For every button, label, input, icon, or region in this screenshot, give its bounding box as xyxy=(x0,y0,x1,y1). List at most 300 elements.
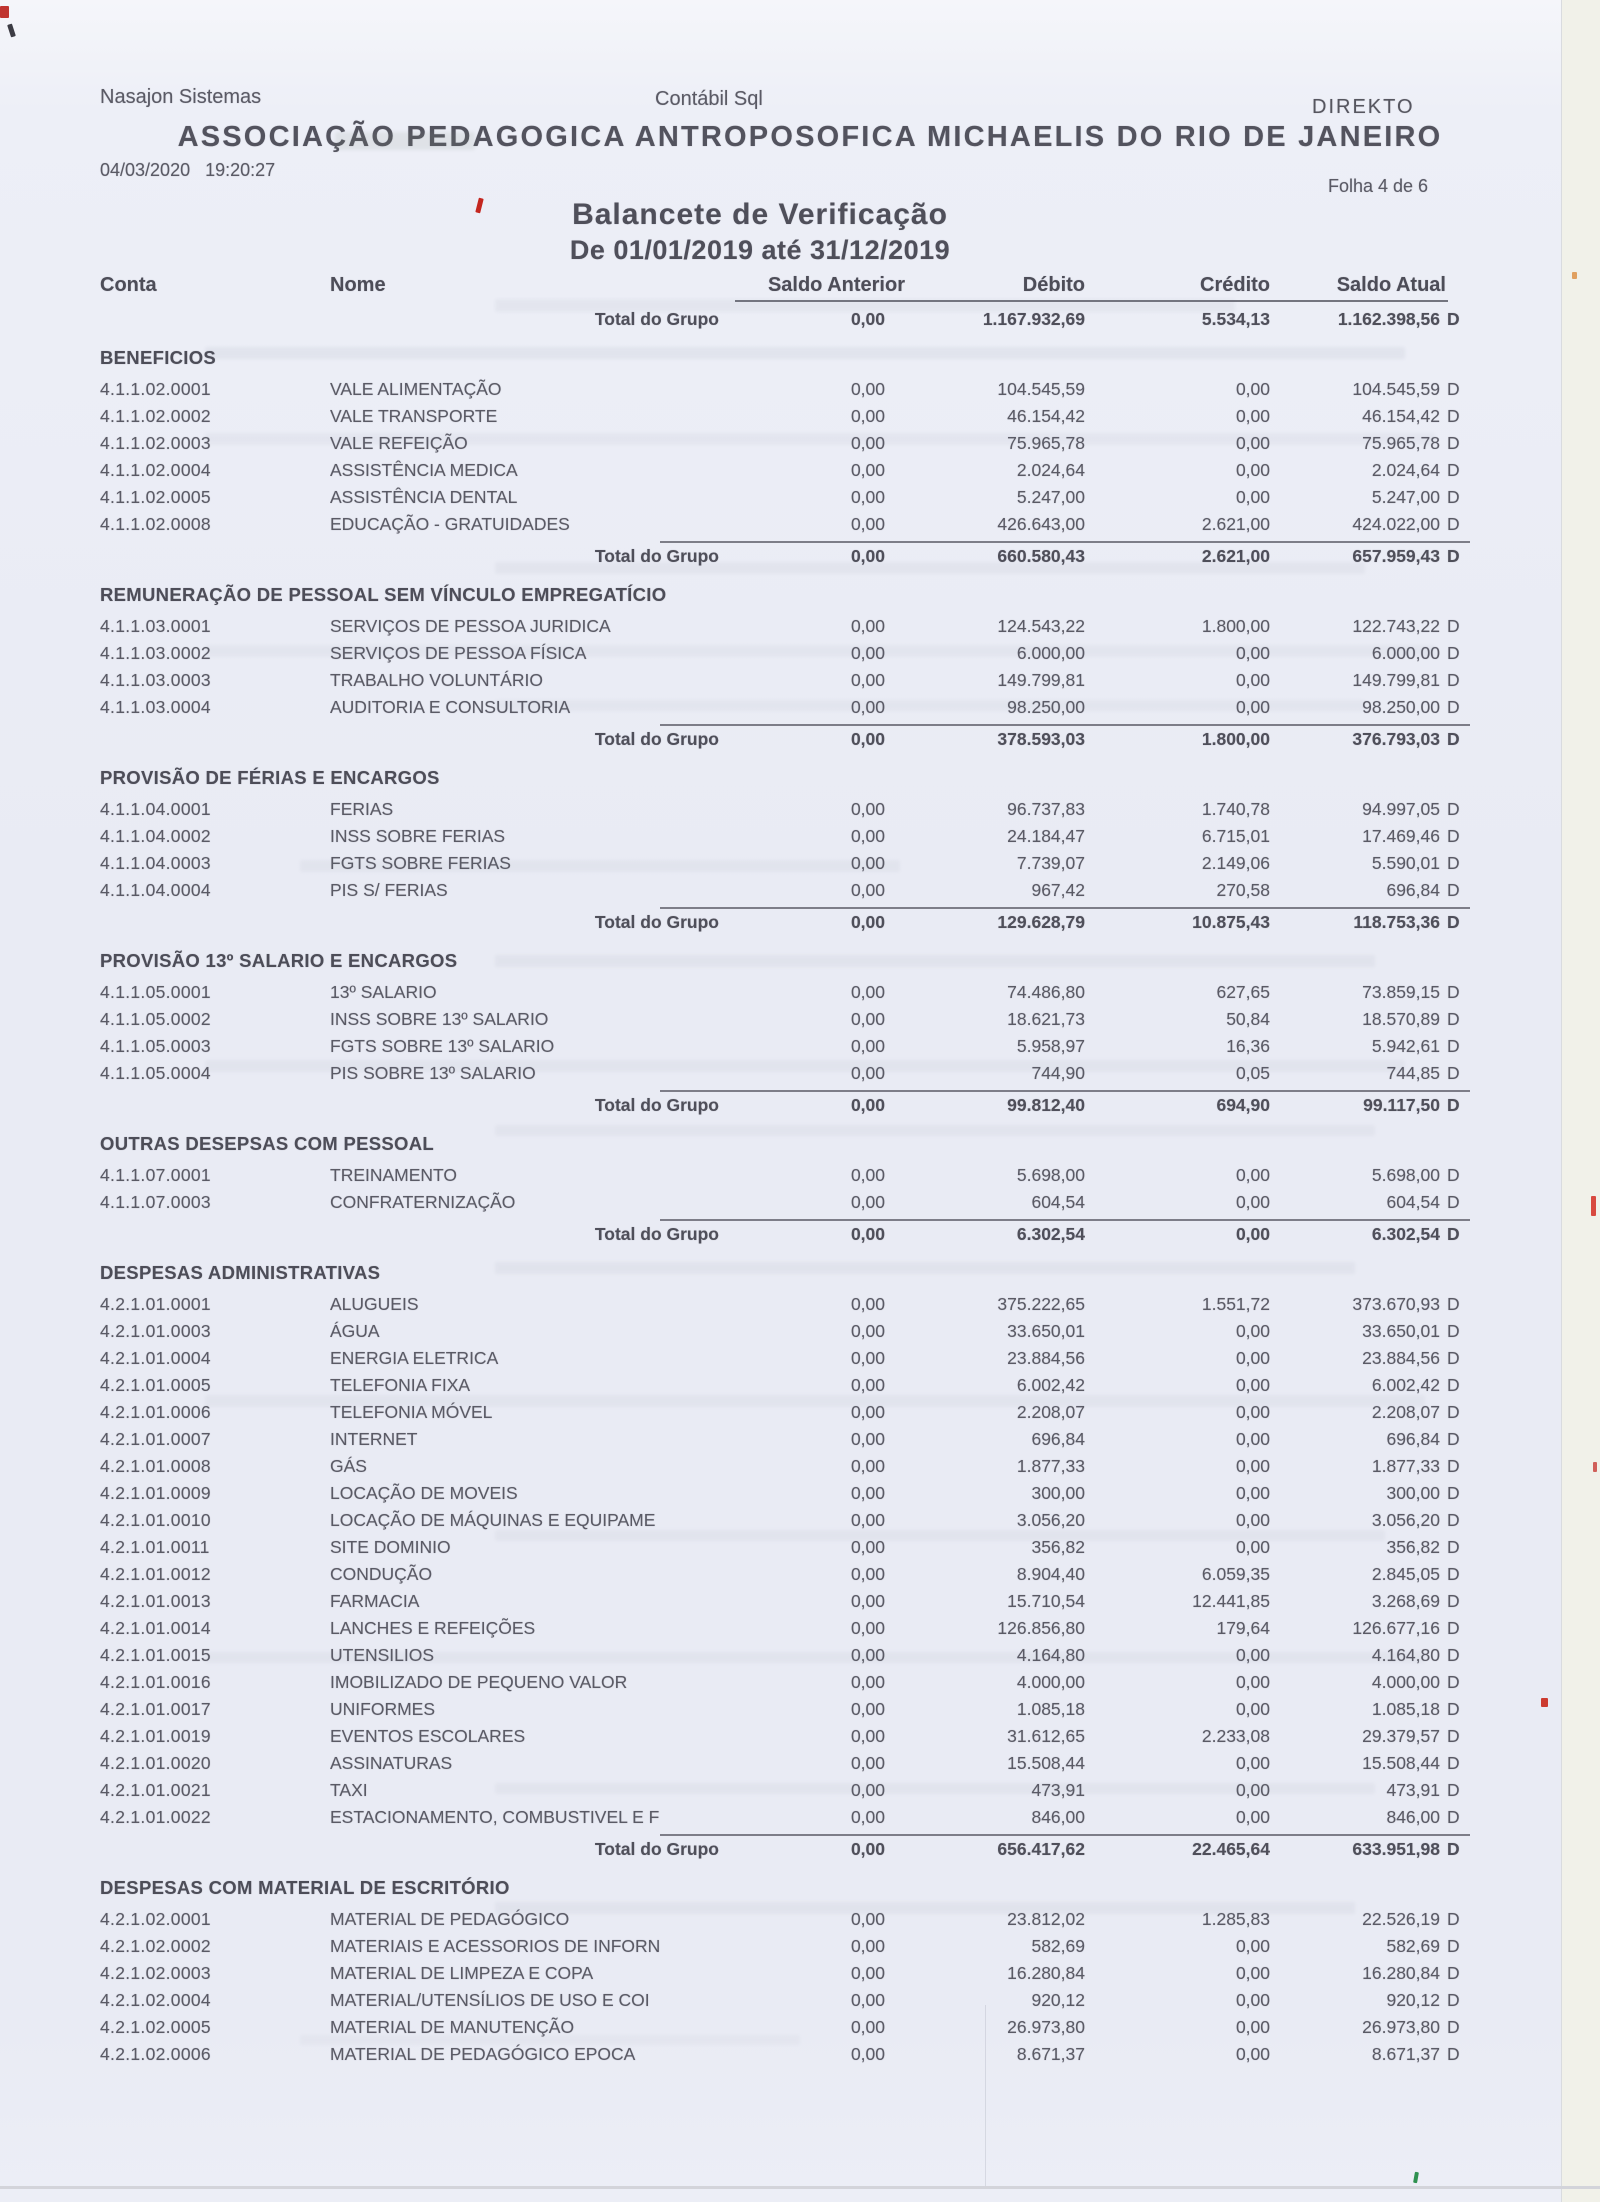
section-rows xyxy=(100,1906,1562,2068)
saldo-atual-value: 6.000,00 xyxy=(1371,643,1440,663)
saldo-atual-value: 18.570,89 xyxy=(1362,1009,1440,1029)
spacer-cell xyxy=(100,306,330,333)
report-meta-row xyxy=(100,158,1562,198)
account-name: TREINAMENTO xyxy=(330,1165,458,1185)
account-row xyxy=(100,1750,1562,1777)
debit-credit-indicator: D xyxy=(1447,982,1460,1002)
credito-value: 0,00 xyxy=(1235,697,1270,717)
account-row xyxy=(100,640,1562,667)
debito-value: 426.643,00 xyxy=(997,514,1085,534)
account-row xyxy=(100,1588,1562,1615)
saldo-atual-total: 99.117,50 xyxy=(1363,1095,1440,1115)
saldo-anterior-value: 0,00 xyxy=(850,379,885,399)
credito-value: 1.285,83 xyxy=(1201,1909,1270,1929)
debit-credit-indicator: D xyxy=(1447,1063,1460,1083)
credito-value: 2.149,06 xyxy=(1201,853,1270,873)
account-name: FGTS SOBRE 13º SALARIO xyxy=(330,1036,555,1056)
saldo-atual-value: 22.526,19 xyxy=(1362,1909,1440,1929)
section-heading: REMUNERAÇÃO DE PESSOAL SEM VÍNCULO EMPREGATÍCIO xyxy=(100,584,667,605)
saldo-atual-value: 33.650,01 xyxy=(1362,1321,1440,1341)
saldo-atual-value: 744,85 xyxy=(1386,1063,1440,1083)
section-heading: PROVISÃO 13º SALARIO E ENCARGOS xyxy=(100,950,458,971)
credito-value: 0,00 xyxy=(1235,406,1270,426)
column-header-saldo-atual: Saldo Atual xyxy=(1336,274,1446,296)
account-code: 4.1.1.02.0001 xyxy=(100,379,211,399)
account-row xyxy=(100,1615,1562,1642)
saldo-anterior-value: 0,00 xyxy=(850,1909,885,1929)
account-row xyxy=(100,823,1562,850)
saldo-anterior-value: 0,00 xyxy=(850,309,885,329)
report-period: De 01/01/2019 até 31/12/2019 xyxy=(569,235,951,265)
report-header-row xyxy=(100,86,1562,118)
account-code: 4.2.1.01.0004 xyxy=(100,1348,211,1368)
account-code: 4.1.1.02.0002 xyxy=(100,406,211,426)
group-total-block xyxy=(100,1090,1562,1119)
column-header-debito: Débito xyxy=(1022,274,1085,296)
group-total-row xyxy=(100,543,1562,570)
section-heading: BENEFICIOS xyxy=(100,347,217,368)
debito-value: 33.650,01 xyxy=(1007,1321,1085,1341)
saldo-anterior-value: 0,00 xyxy=(850,1375,885,1395)
account-code: 4.1.1.03.0002 xyxy=(100,643,211,663)
section-heading: OUTRAS DESEPSAS COM PESSOAL xyxy=(100,1133,434,1154)
debit-credit-indicator: D xyxy=(1447,1537,1460,1557)
group-total-block xyxy=(100,1834,1562,1863)
account-code: 4.2.1.01.0011 xyxy=(100,1537,210,1557)
total-rule xyxy=(660,724,1470,726)
debito-value: 24.184,47 xyxy=(1007,826,1085,846)
saldo-anterior-value: 0,00 xyxy=(850,1402,885,1422)
debit-credit-indicator: D xyxy=(1447,643,1460,663)
saldo-atual-value: 29.379,57 xyxy=(1362,1726,1440,1746)
debito-total: 660.580,43 xyxy=(997,546,1085,566)
group-total-block xyxy=(100,907,1562,936)
debito-value: 1.167.932,69 xyxy=(982,309,1085,329)
saldo-atual-value: 4.000,00 xyxy=(1371,1672,1440,1692)
credito-value: 0,00 xyxy=(1235,2044,1270,2064)
credito-value: 0,00 xyxy=(1235,1483,1270,1503)
saldo-atual-value: 5.942,61 xyxy=(1371,1036,1440,1056)
credito-value: 0,00 xyxy=(1235,1402,1270,1422)
debit-credit-indicator: D xyxy=(1447,1224,1460,1244)
account-name: UNIFORMES xyxy=(330,1699,435,1719)
debito-value: 4.164,80 xyxy=(1016,1645,1085,1665)
total-rule xyxy=(660,907,1470,909)
debit-credit-indicator: D xyxy=(1447,406,1460,426)
account-name: MATERIAL DE MANUTENÇÃO xyxy=(330,2017,575,2037)
green-tick-mark xyxy=(1413,2172,1419,2184)
column-header-credito: Crédito xyxy=(1200,274,1270,296)
saldo-anterior-total: 0,00 xyxy=(850,1839,885,1859)
account-row xyxy=(100,667,1562,694)
saldo-atual-value: 5.590,01 xyxy=(1371,853,1440,873)
saldo-anterior-value: 0,00 xyxy=(850,826,885,846)
total-rule xyxy=(660,541,1470,543)
account-name: MATERIAL DE PEDAGÓGICO xyxy=(330,1909,570,1929)
section-rows xyxy=(100,796,1562,904)
credito-value: 0,00 xyxy=(1235,1753,1270,1773)
account-row xyxy=(100,1426,1562,1453)
account-row xyxy=(100,2014,1562,2041)
account-code: 4.2.1.01.0017 xyxy=(100,1699,211,1719)
credito-value: 0,00 xyxy=(1235,1456,1270,1476)
account-row xyxy=(100,1804,1562,1831)
debito-value: 6.000,00 xyxy=(1016,643,1085,663)
group-total-block xyxy=(100,541,1562,570)
saldo-anterior-value: 0,00 xyxy=(850,1699,885,1719)
account-name: ASSISTÊNCIA DENTAL xyxy=(330,487,518,507)
column-header-conta: Conta xyxy=(100,274,157,296)
total-label: Total do Grupo xyxy=(594,1839,719,1859)
credito-value: 0,00 xyxy=(1235,1990,1270,2010)
debito-value: 920,12 xyxy=(1031,1990,1085,2010)
debit-credit-indicator: D xyxy=(1447,1429,1460,1449)
account-row xyxy=(100,1696,1562,1723)
debit-credit-indicator: D xyxy=(1447,1009,1460,1029)
debit-credit-indicator: D xyxy=(1447,1192,1460,1212)
debit-credit-indicator: D xyxy=(1447,799,1460,819)
account-row xyxy=(100,1480,1562,1507)
debit-credit-indicator: D xyxy=(1447,853,1460,873)
account-code: 4.1.1.03.0003 xyxy=(100,670,211,690)
account-group-section xyxy=(100,348,1562,570)
credito-value: 6.715,01 xyxy=(1201,826,1270,846)
group-total-block xyxy=(100,724,1562,753)
account-name: TRABALHO VOLUNTÁRIO xyxy=(330,670,543,690)
credito-value: 0,00 xyxy=(1235,2017,1270,2037)
account-row xyxy=(100,979,1562,1006)
credito-total: 1.800,00 xyxy=(1201,729,1270,749)
saldo-anterior-value: 0,00 xyxy=(850,1936,885,1956)
saldo-anterior-value: 0,00 xyxy=(850,697,885,717)
debit-credit-indicator: D xyxy=(1447,546,1460,566)
account-name: MATERIAL DE PEDAGÓGICO EPOCA xyxy=(330,2044,636,2064)
saldo-anterior-value: 0,00 xyxy=(850,1009,885,1029)
total-label: Total do Grupo xyxy=(594,729,719,749)
debit-credit-indicator: D xyxy=(1447,2044,1460,2064)
debit-credit-indicator: D xyxy=(1447,729,1460,749)
account-name: VALE REFEIÇÃO xyxy=(330,433,468,453)
debito-value: 5.247,00 xyxy=(1016,487,1085,507)
account-code: 4.2.1.01.0008 xyxy=(100,1456,211,1476)
account-code: 4.2.1.01.0006 xyxy=(100,1402,211,1422)
debito-total: 378.593,03 xyxy=(997,729,1085,749)
credito-value: 1.800,00 xyxy=(1201,616,1270,636)
account-name: PIS SOBRE 13º SALARIO xyxy=(330,1063,536,1083)
section-heading: DESPESAS ADMINISTRATIVAS xyxy=(100,1262,381,1283)
debito-value: 149.799,81 xyxy=(997,670,1085,690)
saldo-anterior-value: 0,00 xyxy=(850,1510,885,1530)
debito-value: 375.222,65 xyxy=(997,1294,1085,1314)
debito-value: 15.710,54 xyxy=(1007,1591,1085,1611)
debit-credit-indicator: D xyxy=(1447,1936,1460,1956)
account-name: ÁGUA xyxy=(330,1321,380,1341)
account-code: 4.2.1.01.0021 xyxy=(100,1780,211,1800)
debito-value: 2.208,07 xyxy=(1016,1402,1085,1422)
account-row xyxy=(100,2041,1562,2068)
saldo-anterior-value: 0,00 xyxy=(850,853,885,873)
account-name: LANCHES E REFEIÇÕES xyxy=(330,1618,536,1638)
debito-value: 846,00 xyxy=(1031,1807,1085,1827)
saldo-anterior-value: 0,00 xyxy=(850,406,885,426)
section-heading: DESPESAS COM MATERIAL DE ESCRITÓRIO xyxy=(100,1877,510,1898)
debito-value: 582,69 xyxy=(1031,1936,1085,1956)
section-rows xyxy=(100,613,1562,721)
account-row xyxy=(100,376,1562,403)
account-code: 4.2.1.01.0013 xyxy=(100,1591,211,1611)
account-name: FGTS SOBRE FERIAS xyxy=(330,853,511,873)
account-code: 4.2.1.01.0005 xyxy=(100,1375,211,1395)
account-row xyxy=(100,1561,1562,1588)
debit-credit-indicator: D xyxy=(1447,1294,1460,1314)
account-code: 4.2.1.01.0003 xyxy=(100,1321,211,1341)
saldo-atual-total: 376.793,03 xyxy=(1352,729,1440,749)
credito-value: 0,00 xyxy=(1235,1348,1270,1368)
account-name: ALUGUEIS xyxy=(330,1294,419,1314)
debito-value: 967,42 xyxy=(1031,880,1085,900)
debito-value: 75.965,78 xyxy=(1007,433,1085,453)
account-code: 4.2.1.02.0006 xyxy=(100,2044,211,2064)
saldo-atual-total: 6.302,54 xyxy=(1371,1224,1440,1244)
debit-credit-indicator: D xyxy=(1447,460,1460,480)
credito-value: 0,00 xyxy=(1235,1375,1270,1395)
section-rows xyxy=(100,1162,1562,1216)
saldo-anterior-total: 0,00 xyxy=(850,546,885,566)
account-name: MATERIAIS E ACESSORIOS DE INFORN xyxy=(330,1936,661,1956)
debit-credit-indicator: D xyxy=(1447,487,1460,507)
debit-credit-indicator: D xyxy=(1447,880,1460,900)
account-name: AUDITORIA E CONSULTORIA xyxy=(330,697,571,717)
account-name: LOCAÇÃO DE MÁQUINAS E EQUIPAME xyxy=(330,1510,656,1530)
debito-value: 124.543,22 xyxy=(997,616,1085,636)
debit-credit-indicator: D xyxy=(1447,1807,1460,1827)
saldo-atual-total: 118.753,36 xyxy=(1353,912,1440,932)
debito-total: 129.628,79 xyxy=(997,912,1085,932)
saldo-atual-value: 2.024,64 xyxy=(1371,460,1440,480)
account-row xyxy=(100,1987,1562,2014)
group-total-row xyxy=(100,1836,1562,1863)
account-code: 4.1.1.04.0002 xyxy=(100,826,211,846)
saldo-anterior-value: 0,00 xyxy=(850,1192,885,1212)
debit-credit-indicator: D xyxy=(1447,514,1460,534)
total-label: Total do Grupo xyxy=(594,309,719,329)
account-name: ENERGIA ELETRICA xyxy=(330,1348,499,1368)
spacer-cell xyxy=(100,1092,330,1119)
credito-value: 0,00 xyxy=(1235,1780,1270,1800)
debito-value: 104.545,59 xyxy=(997,379,1085,399)
account-code: 4.1.1.02.0004 xyxy=(100,460,211,480)
report-title: Balancete de Verificação xyxy=(572,198,948,231)
debit-credit-indicator: D xyxy=(1447,1510,1460,1530)
account-name: CONDUÇÃO xyxy=(330,1564,433,1584)
page-number: Folha 4 de 6 xyxy=(1328,176,1429,196)
saldo-atual-value: 3.056,20 xyxy=(1371,1510,1440,1530)
account-code: 4.2.1.02.0003 xyxy=(100,1963,211,1983)
debito-value: 23.812,02 xyxy=(1007,1909,1085,1929)
debito-value: 15.508,44 xyxy=(1007,1753,1085,1773)
spacer-cell xyxy=(100,909,330,936)
account-code: 4.2.1.01.0010 xyxy=(100,1510,211,1530)
account-code: 4.1.1.07.0003 xyxy=(100,1192,211,1212)
saldo-atual-value: 300,00 xyxy=(1386,1483,1440,1503)
account-row xyxy=(100,1006,1562,1033)
saldo-anterior-value: 0,00 xyxy=(850,460,885,480)
saldo-atual-value: 126.677,16 xyxy=(1352,1618,1440,1638)
debito-value: 1.085,18 xyxy=(1016,1699,1085,1719)
debito-total: 99.812,40 xyxy=(1007,1095,1085,1115)
account-row xyxy=(100,877,1562,904)
account-code: 4.1.1.04.0001 xyxy=(100,799,211,819)
debit-credit-indicator: D xyxy=(1447,1095,1460,1115)
saldo-anterior-value: 0,00 xyxy=(850,1726,885,1746)
saldo-atual-value: 696,84 xyxy=(1386,880,1440,900)
debit-credit-indicator: D xyxy=(1447,616,1460,636)
debito-value: 6.002,42 xyxy=(1016,1375,1085,1395)
credito-value: 12.441,85 xyxy=(1192,1591,1270,1611)
saldo-anterior-total: 0,00 xyxy=(850,912,885,932)
debit-credit-indicator: D xyxy=(1447,1375,1460,1395)
group-total-row xyxy=(100,909,1562,936)
debit-credit-indicator: D xyxy=(1447,1672,1460,1692)
account-name: EVENTOS ESCOLARES xyxy=(330,1726,526,1746)
debit-credit-indicator: D xyxy=(1447,1321,1460,1341)
account-row xyxy=(100,1453,1562,1480)
account-row xyxy=(100,1060,1562,1087)
saldo-atual-value: 94.997,05 xyxy=(1362,799,1440,819)
saldo-atual-value: 15.508,44 xyxy=(1362,1753,1440,1773)
account-code: 4.2.1.01.0015 xyxy=(100,1645,211,1665)
spacer-cell xyxy=(100,726,330,753)
credito-value: 0,00 xyxy=(1235,1537,1270,1557)
credito-value: 0,00 xyxy=(1235,1963,1270,1983)
account-row xyxy=(100,1507,1562,1534)
debit-credit-indicator: D xyxy=(1447,1348,1460,1368)
system-label: DIREKTO xyxy=(1312,96,1415,118)
account-name: IMOBILIZADO DE PEQUENO VALOR xyxy=(330,1672,628,1692)
header-rule xyxy=(735,300,1448,302)
debit-credit-indicator: D xyxy=(1447,1483,1460,1503)
debit-credit-indicator: D xyxy=(1447,1990,1460,2010)
saldo-atual-total: 657.959,43 xyxy=(1352,546,1440,566)
debito-total: 656.417,62 xyxy=(997,1839,1085,1859)
account-code: 4.1.1.05.0002 xyxy=(100,1009,211,1029)
saldo-anterior-value: 0,00 xyxy=(850,1672,885,1692)
account-row xyxy=(100,1318,1562,1345)
saldo-atual-value: 6.002,42 xyxy=(1371,1375,1440,1395)
debit-credit-indicator: D xyxy=(1447,1618,1460,1638)
saldo-atual-value: 23.884,56 xyxy=(1362,1348,1440,1368)
account-group-section xyxy=(100,1263,1562,1863)
credito-value: 0,00 xyxy=(1235,460,1270,480)
group-total-row xyxy=(100,1092,1562,1119)
account-row xyxy=(100,1642,1562,1669)
saldo-anterior-value: 0,00 xyxy=(850,1429,885,1449)
account-row xyxy=(100,850,1562,877)
account-code: 4.1.1.07.0001 xyxy=(100,1165,211,1185)
account-row xyxy=(100,1345,1562,1372)
account-group-section xyxy=(100,768,1562,936)
debito-value: 46.154,42 xyxy=(1007,406,1085,426)
debito-value: 1.877,33 xyxy=(1016,1456,1085,1476)
saldo-atual-value: 5.698,00 xyxy=(1371,1165,1440,1185)
saldo-anterior-total: 0,00 xyxy=(850,1224,885,1244)
account-code: 4.2.1.01.0012 xyxy=(100,1564,211,1584)
credito-value: 179,64 xyxy=(1216,1618,1270,1638)
credito-value: 1.740,78 xyxy=(1201,799,1270,819)
saldo-anterior-value: 0,00 xyxy=(850,670,885,690)
account-row xyxy=(100,1669,1562,1696)
account-code: 4.2.1.01.0019 xyxy=(100,1726,211,1746)
saldo-anterior-value: 0,00 xyxy=(850,1537,885,1557)
credito-value: 627,65 xyxy=(1216,982,1270,1002)
saldo-atual-value: 16.280,84 xyxy=(1362,1963,1440,1983)
total-label: Total do Grupo xyxy=(594,1095,719,1115)
credito-total: 0,00 xyxy=(1235,1224,1270,1244)
account-row xyxy=(100,1534,1562,1561)
saldo-atual-value: 75.965,78 xyxy=(1362,433,1440,453)
saldo-anterior-value: 0,00 xyxy=(850,433,885,453)
credito-value: 0,00 xyxy=(1235,1936,1270,1956)
debito-total: 6.302,54 xyxy=(1016,1224,1085,1244)
total-rule xyxy=(660,1219,1470,1221)
debit-credit-indicator: D xyxy=(1447,1036,1460,1056)
account-name: MATERIAL/UTENSÍLIOS DE USO E COI xyxy=(330,1990,650,2010)
account-code: 4.1.1.02.0008 xyxy=(100,514,211,534)
saldo-atual-value: 356,82 xyxy=(1386,1537,1440,1557)
account-code: 4.1.1.04.0004 xyxy=(100,880,211,900)
debit-credit-indicator: D xyxy=(1447,1780,1460,1800)
credito-value: 16,36 xyxy=(1226,1036,1270,1056)
saldo-anterior-total: 0,00 xyxy=(850,1095,885,1115)
saldo-atual-value: 1.085,18 xyxy=(1371,1699,1440,1719)
credito-value: 6.059,35 xyxy=(1201,1564,1270,1584)
saldo-anterior-value: 0,00 xyxy=(850,1165,885,1185)
debito-value: 356,82 xyxy=(1031,1537,1085,1557)
account-row xyxy=(100,1933,1562,1960)
account-code: 4.2.1.01.0007 xyxy=(100,1429,211,1449)
saldo-anterior-value: 0,00 xyxy=(850,1618,885,1638)
saldo-anterior-value: 0,00 xyxy=(850,2044,885,2064)
account-name: PIS S/ FERIAS xyxy=(330,880,448,900)
saldo-anterior-value: 0,00 xyxy=(850,880,885,900)
saldo-atual-value: 1.877,33 xyxy=(1371,1456,1440,1476)
saldo-anterior-value: 0,00 xyxy=(850,1780,885,1800)
account-row xyxy=(100,1162,1562,1189)
company-name: ASSOCIAÇÃO PEDAGOGICA ANTROPOSOFICA MICHAELIS DO RIO DE JANEIRO xyxy=(177,121,1443,153)
debito-value: 4.000,00 xyxy=(1016,1672,1085,1692)
account-group-section xyxy=(100,1134,1562,1248)
saldo-anterior-value: 0,00 xyxy=(850,1753,885,1773)
saldo-atual-value: 1.162.398,56 xyxy=(1337,309,1440,329)
saldo-atual-value: 104.545,59 xyxy=(1352,379,1440,399)
debit-credit-indicator: D xyxy=(1447,1839,1460,1859)
saldo-atual-value: 424.022,00 xyxy=(1352,514,1440,534)
debito-value: 98.250,00 xyxy=(1007,697,1085,717)
account-row xyxy=(100,1723,1562,1750)
account-code: 4.1.1.02.0005 xyxy=(100,487,211,507)
saldo-anterior-value: 0,00 xyxy=(850,1564,885,1584)
account-name: FARMACIA xyxy=(330,1591,420,1611)
debit-credit-indicator: D xyxy=(1447,1726,1460,1746)
saldo-anterior-value: 0,00 xyxy=(850,1063,885,1083)
saldo-atual-value: 73.859,15 xyxy=(1362,982,1440,1002)
saldo-anterior-value: 0,00 xyxy=(850,1963,885,1983)
saldo-atual-value: 604,54 xyxy=(1386,1192,1440,1212)
saldo-anterior-value: 0,00 xyxy=(850,1591,885,1611)
total-label: Total do Grupo xyxy=(594,1224,719,1244)
credito-value: 0,00 xyxy=(1235,670,1270,690)
account-row xyxy=(100,511,1562,538)
